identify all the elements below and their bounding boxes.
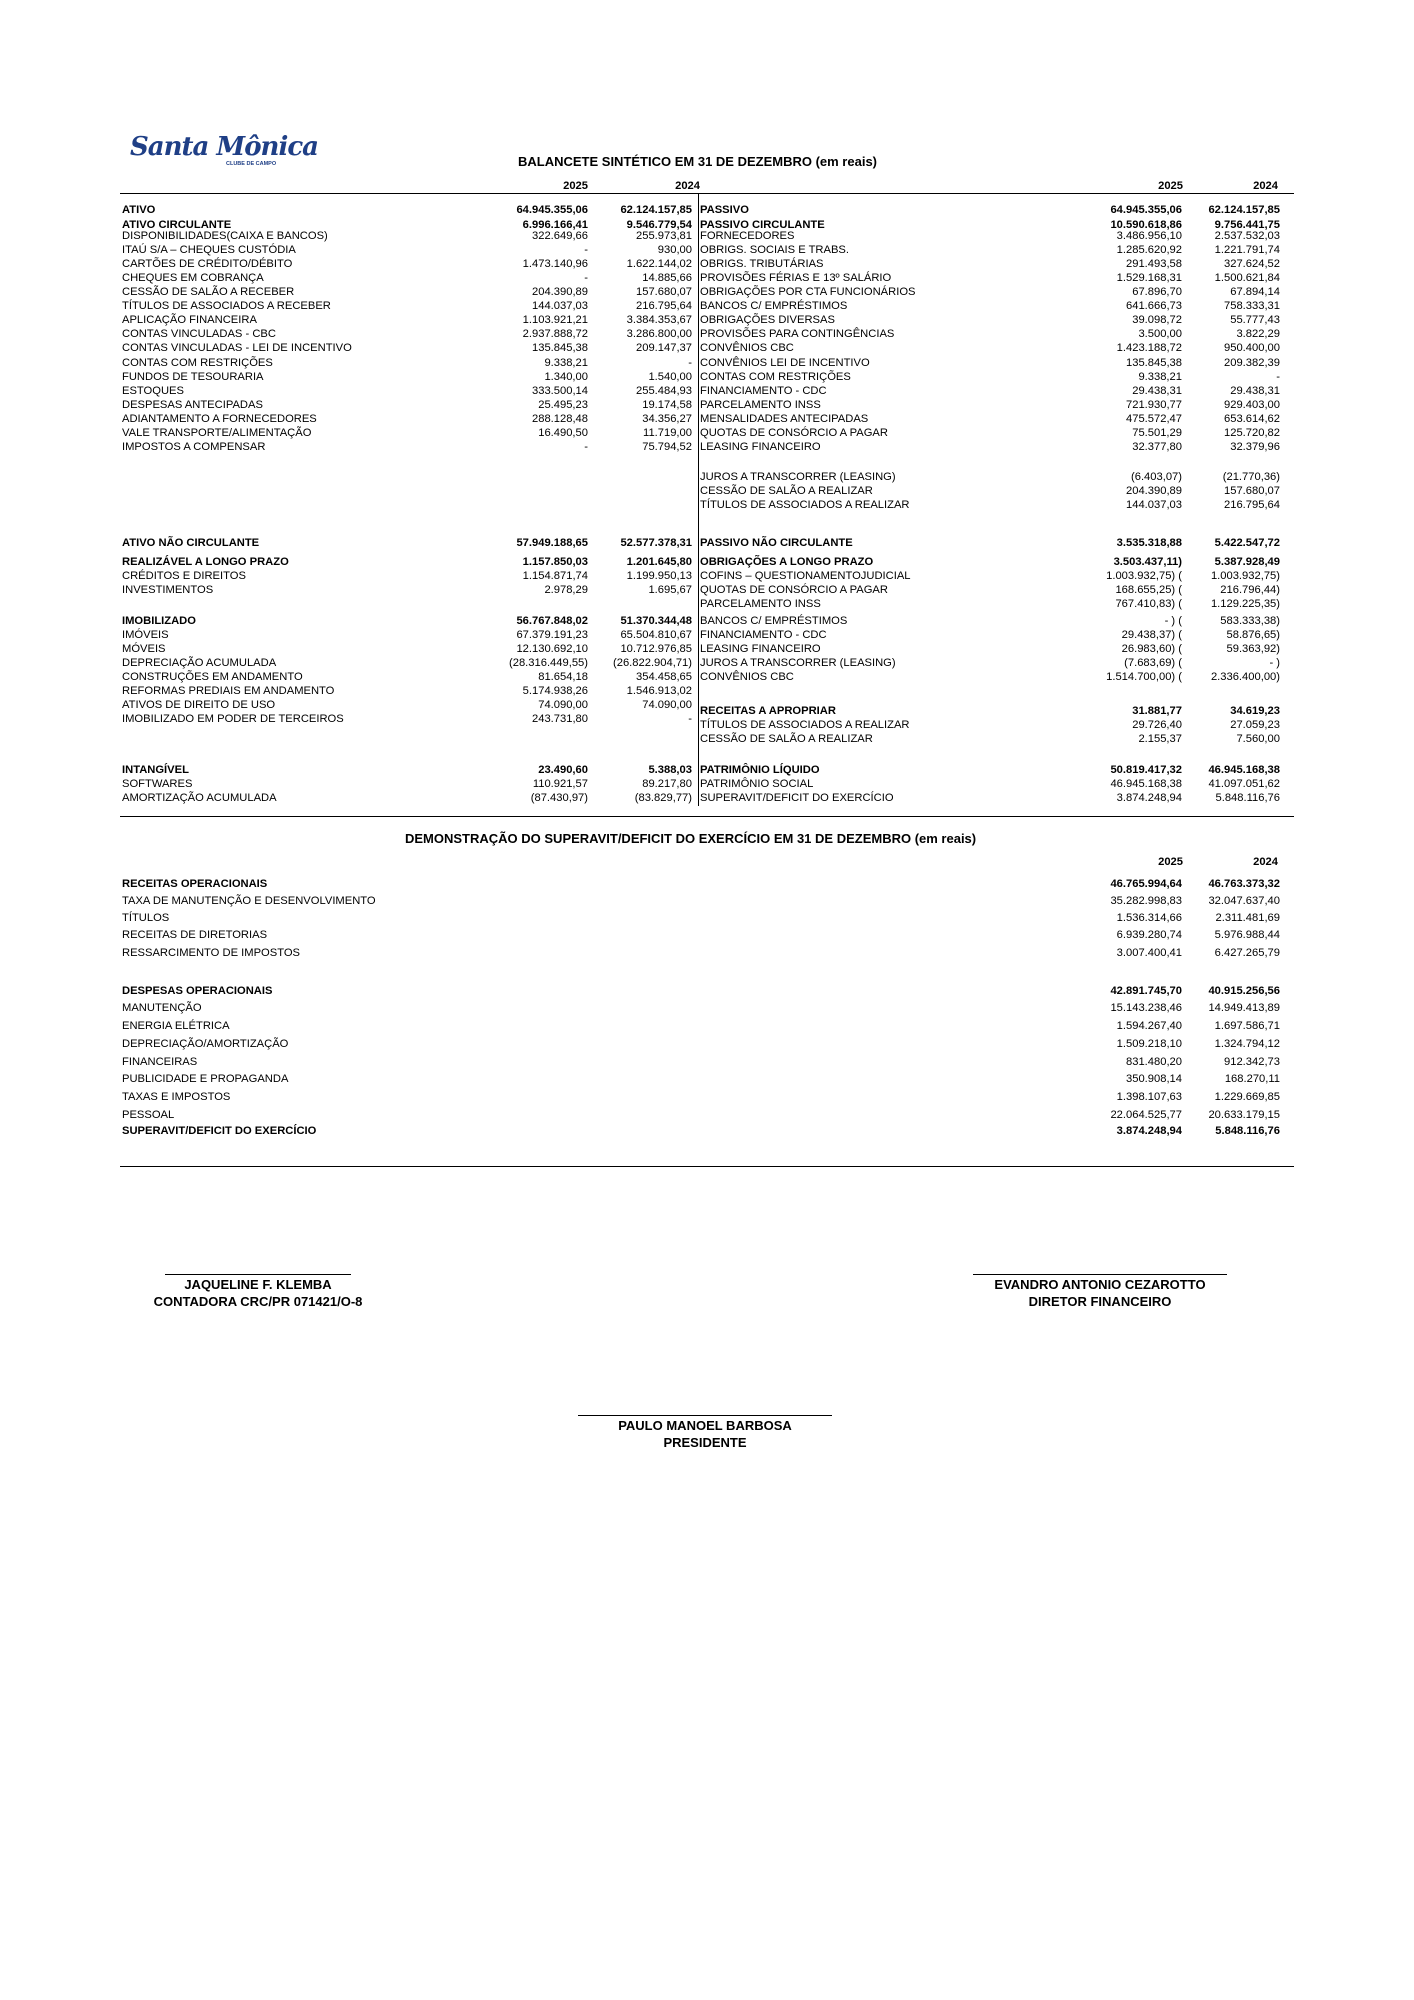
asset-value-2024: 157.680,07 (636, 286, 692, 298)
asset-value-2025: 56.767.848,02 (516, 615, 588, 627)
liability-value-2024: 55.777,43 (1230, 314, 1280, 326)
dre-label: DEPRECIAÇÃO/AMORTIZAÇÃO (122, 1038, 289, 1050)
liability-value-2024: 59.363,92) (1226, 643, 1280, 655)
liability-label: QUOTAS DE CONSÓRCIO A PAGAR (700, 584, 888, 596)
liability-label: OBRIGAÇÕES A LONGO PRAZO (700, 556, 874, 568)
liability-label: OBRIGAÇÕES POR CTA FUNCIONÁRIOS (700, 286, 916, 298)
dre-value-2024: 5.976.988,44 (1214, 929, 1280, 941)
dre-value-2024: 40.915.256,56 (1208, 985, 1280, 997)
liability-value-2025: 135.845,38 (1126, 357, 1182, 369)
liability-value-2024: 62.124.157,85 (1208, 204, 1280, 216)
asset-label: DESPESAS ANTECIPADAS (122, 399, 263, 411)
asset-value-2025: 322.649,66 (532, 230, 588, 242)
asset-label: CRÉDITOS E DIREITOS (122, 570, 246, 582)
dre-value-2024: 1.697.586,71 (1214, 1020, 1280, 1032)
balance-title: BALANCETE SINTÉTICO EM 31 DE DEZEMBRO (em reais) (518, 154, 877, 169)
asset-value-2025: 23.490,60 (538, 764, 588, 776)
dre-label: RECEITAS OPERACIONAIS (122, 878, 268, 890)
dre-value-2024: 14.949.413,89 (1208, 1002, 1280, 1014)
asset-label: DEPRECIAÇÃO ACUMULADA (122, 657, 277, 669)
liability-value-2025: 64.945.355,06 (1110, 204, 1182, 216)
asset-label: IMÓVEIS (122, 629, 169, 641)
asset-label: CONSTRUÇÕES EM ANDAMENTO (122, 671, 303, 683)
president-signature (565, 1417, 845, 1451)
asset-value-2024: 1.622.144,02 (626, 258, 692, 270)
liability-value-2024: 5.387.928,49 (1214, 556, 1280, 568)
liability-value-2024: 2.336.400,00) (1210, 671, 1280, 683)
liability-value-2025: 1.529.168,31 (1116, 272, 1182, 284)
asset-value-2024: 5.388,03 (648, 764, 692, 776)
asset-value-2025: 110.921,57 (532, 778, 588, 790)
asset-value-2024: 65.504.810,67 (620, 629, 692, 641)
asset-value-2025: 1.473.140,96 (522, 258, 588, 270)
asset-label: ATIVO NÃO CIRCULANTE (122, 537, 260, 549)
asset-value-2025: 74.090,00 (538, 699, 588, 711)
liability-label: QUOTAS DE CONSÓRCIO A PAGAR (700, 427, 888, 439)
signature-line-accountant (165, 1274, 351, 1275)
asset-label: CONTAS VINCULADAS - CBC (122, 328, 276, 340)
asset-label: IMOBILIZADO EM PODER DE TERCEIROS (122, 713, 344, 725)
dre-label: TAXAS E IMPOSTOS (122, 1091, 231, 1103)
liability-value-2024: 653.614,62 (1224, 413, 1280, 425)
dre-value-2024: 1.229.669,85 (1214, 1091, 1280, 1103)
liability-value-2025: 291.493,58 (1126, 258, 1182, 270)
liability-value-2025: 1.423.188,72 (1116, 342, 1182, 354)
liability-value-2024: 157.680,07 (1224, 485, 1280, 497)
accountant-name: JAQUELINE F. KLEMBA (184, 1277, 332, 1292)
liability-label: PARCELAMENTO INSS (700, 399, 821, 411)
liability-label: FINANCIAMENTO - CDC (700, 629, 827, 641)
asset-value-2024: 34.356,27 (642, 413, 692, 425)
liability-label: BANCOS C/ EMPRÉSTIMOS (700, 300, 848, 312)
dre-label: DESPESAS OPERACIONAIS (122, 985, 273, 997)
asset-value-2025: 1.103.921,21 (522, 314, 588, 326)
liability-value-2025: 3.874.248,94 (1116, 792, 1182, 804)
asset-value-2024: 89.217,80 (642, 778, 692, 790)
asset-value-2025: (28.316.449,55) (509, 657, 588, 669)
svg-text:CLUBE DE CAMPO: CLUBE DE CAMPO (226, 161, 277, 167)
president-role: PRESIDENTE (663, 1435, 747, 1450)
asset-value-2024: - (688, 357, 692, 369)
liability-value-2024: - ) (1269, 657, 1280, 669)
liability-label: PASSIVO NÃO CIRCULANTE (700, 537, 853, 549)
asset-value-2024: 1.546.913,02 (626, 685, 692, 697)
liability-value-2025: 39.098,72 (1132, 314, 1182, 326)
asset-value-2024: 354.458,65 (636, 671, 692, 683)
asset-value-2024: 14.885,66 (642, 272, 692, 284)
liability-value-2024: 67.894,14 (1230, 286, 1280, 298)
dre-value-2025: 22.064.525,77 (1110, 1109, 1182, 1121)
liability-value-2024: 950.400,00 (1224, 342, 1280, 354)
dre-label: TAXA DE MANUTENÇÃO E DESENVOLVIMENTO (122, 895, 376, 907)
liability-value-2024: 5.422.547,72 (1214, 537, 1280, 549)
asset-value-2025: 2.978,29 (544, 584, 588, 596)
asset-value-2025: 144.037,03 (532, 300, 588, 312)
dre-label: ENERGIA ELÉTRICA (122, 1020, 230, 1032)
asset-value-2025: 333.500,14 (532, 385, 588, 397)
liability-label: CESSÃO DE SALÃO A REALIZAR (700, 733, 873, 745)
asset-label: VALE TRANSPORTE/ALIMENTAÇÃO (122, 427, 312, 439)
dre-value-2025: 46.765.994,64 (1110, 878, 1182, 890)
liability-value-2025: 721.930,77 (1126, 399, 1182, 411)
signature-line-president (578, 1415, 832, 1416)
dre-label: RECEITAS DE DIRETORIAS (122, 929, 268, 941)
dre-label: TÍTULOS (122, 912, 170, 924)
asset-value-2025: 25.495,23 (538, 399, 588, 411)
asset-label: AMORTIZAÇÃO ACUMULADA (122, 792, 277, 804)
liability-value-2025: 204.390,89 (1126, 485, 1182, 497)
liability-value-2025: 46.945.168,38 (1110, 778, 1182, 790)
liability-label: CONVÊNIOS CBC (700, 671, 794, 683)
liability-value-2025: 1.003.932,75) ( (1106, 570, 1182, 582)
dre-year-2024: 2024 (1253, 856, 1278, 868)
liability-value-2025: 1.285.620,92 (1116, 244, 1182, 256)
liability-value-2024: 209.382,39 (1224, 357, 1280, 369)
liability-label: CESSÃO DE SALÃO A REALIZAR (700, 485, 873, 497)
liability-label: FORNECEDORES (700, 230, 795, 242)
asset-value-2024: 75.794,52 (642, 441, 692, 453)
left-year-2025: 2025 (563, 180, 588, 192)
asset-value-2024: 62.124.157,85 (620, 204, 692, 216)
header-divider (120, 193, 1294, 194)
dre-value-2025: 6.939.280,74 (1116, 929, 1182, 941)
asset-value-2025: 204.390,89 (532, 286, 588, 298)
liability-value-2025: 32.377,80 (1132, 441, 1182, 453)
asset-value-2024: 1.199.950,13 (626, 570, 692, 582)
liability-label: PATRIMÔNIO LÍQUIDO (700, 764, 820, 776)
dre-value-2024: 5.848.116,76 (1215, 1125, 1280, 1137)
asset-value-2024: 1.201.645,80 (626, 556, 692, 568)
liability-label: MENSALIDADES ANTECIPADAS (700, 413, 869, 425)
asset-value-2025: 1.154.871,74 (522, 570, 588, 582)
asset-value-2025: 64.945.355,06 (516, 204, 588, 216)
liability-value-2025: 50.819.417,32 (1110, 764, 1182, 776)
asset-label: CONTAS COM RESTRIÇÕES (122, 357, 273, 369)
asset-value-2024: (26.822.904,71) (613, 657, 692, 669)
liability-value-2024: 216.795,64 (1224, 499, 1280, 511)
asset-value-2024: 74.090,00 (642, 699, 692, 711)
dre-value-2024: 46.763.373,32 (1208, 878, 1280, 890)
liability-value-2024: 58.876,65) (1226, 629, 1280, 641)
dre-value-2024: 912.342,73 (1224, 1056, 1280, 1068)
asset-label: REALIZÁVEL A LONGO PRAZO (122, 556, 289, 568)
liability-value-2024: - (1276, 371, 1280, 383)
asset-value-2024: 1.540,00 (648, 371, 692, 383)
dre-value-2025: 1.398.107,63 (1116, 1091, 1182, 1103)
asset-label: DISPONIBILIDADES(CAIXA E BANCOS) (122, 230, 328, 242)
liability-value-2024: 27.059,23 (1230, 719, 1280, 731)
dre-year-2025: 2025 (1158, 856, 1183, 868)
liability-value-2025: 2.155,37 (1138, 733, 1182, 745)
dre-label: SUPERAVIT/DEFICIT DO EXERCÍCIO (122, 1125, 317, 1137)
liability-label: JUROS A TRANSCORRER (LEASING) (700, 471, 896, 483)
dre-value-2025: 1.594.267,40 (1116, 1020, 1182, 1032)
dre-label: FINANCEIRAS (122, 1056, 198, 1068)
dre-value-2025: 15.143.238,46 (1110, 1002, 1182, 1014)
dre-value-2024: 32.047.637,40 (1208, 895, 1280, 907)
asset-value-2024: 3.384.353,67 (626, 314, 692, 326)
asset-label: REFORMAS PREDIAIS EM ANDAMENTO (122, 685, 335, 697)
asset-value-2024: 216.795,64 (636, 300, 692, 312)
dre-title: DEMONSTRAÇÃO DO SUPERAVIT/DEFICIT DO EXERCÍCIO EM 31 DE DEZEMBRO (em reais) (405, 831, 977, 846)
asset-label: ITAÚ S/A – CHEQUES CUSTÓDIA (122, 244, 296, 256)
asset-label: SOFTWARES (122, 778, 193, 790)
asset-label: ATIVOS DE DIREITO DE USO (122, 699, 276, 711)
asset-value-2024: 19.174,58 (642, 399, 692, 411)
accountant-signature (130, 1276, 386, 1310)
liability-label: TÍTULOS DE ASSOCIADOS A REALIZAR (700, 719, 910, 731)
dre-value-2024: 6.427.265,79 (1214, 947, 1280, 959)
liability-label: BANCOS C/ EMPRÉSTIMOS (700, 615, 848, 627)
dre-value-2025: 831.480,20 (1126, 1056, 1182, 1068)
liability-value-2024: 1.500.621,84 (1214, 272, 1280, 284)
liability-value-2025: (6.403,07) (1131, 471, 1182, 483)
asset-value-2025: 135.845,38 (532, 342, 588, 354)
liability-value-2025: 767.410,83) ( (1115, 598, 1182, 610)
liability-value-2024: 9.756.441,75 (1214, 219, 1280, 231)
dre-value-2025: 42.891.745,70 (1110, 985, 1182, 997)
left-year-2024: 2024 (675, 180, 700, 192)
dre-value-2025: 3.007.400,41 (1116, 947, 1182, 959)
liability-value-2024: 34.619,23 (1230, 705, 1280, 717)
asset-value-2024: 51.370.344,48 (620, 615, 692, 627)
asset-value-2024: 255.973,81 (636, 230, 692, 242)
asset-value-2025: 288.128,48 (532, 413, 588, 425)
finance-director-signature (960, 1276, 1240, 1310)
liability-label: CONVÊNIOS CBC (700, 342, 794, 354)
dre-bottom-divider (120, 1166, 1294, 1167)
dre-value-2024: 1.324.794,12 (1214, 1038, 1280, 1050)
asset-value-2024: 1.695,67 (648, 584, 692, 596)
asset-value-2025: 6.996.166,41 (522, 219, 588, 231)
signature-line-finance (973, 1274, 1227, 1275)
svg-text:Santa Mônica: Santa Mônica (130, 132, 319, 162)
asset-label: APLICAÇÃO FINANCEIRA (122, 314, 257, 326)
liability-label: JUROS A TRANSCORRER (LEASING) (700, 657, 896, 669)
finance-director-name: EVANDRO ANTONIO CEZAROTTO (994, 1277, 1206, 1292)
asset-value-2025: 81.654,18 (538, 671, 588, 683)
liability-value-2024: 758.333,31 (1224, 300, 1280, 312)
liability-label: PARCELAMENTO INSS (700, 598, 821, 610)
liability-label: RECEITAS A APROPRIAR (700, 705, 836, 717)
right-year-2025: 2025 (1158, 180, 1183, 192)
asset-label: INVESTIMENTOS (122, 584, 214, 596)
asset-value-2025: 57.949.188,65 (516, 537, 588, 549)
liability-value-2025: 3.535.318,88 (1116, 537, 1182, 549)
asset-value-2025: 2.937.888,72 (522, 328, 588, 340)
asset-value-2024: 930,00 (657, 244, 692, 256)
asset-label: ESTOQUES (122, 385, 184, 397)
balance-bottom-divider (120, 816, 1294, 817)
dre-value-2024: 20.633.179,15 (1208, 1109, 1280, 1121)
liability-value-2024: 29.438,31 (1230, 385, 1280, 397)
dre-value-2025: 1.509.218,10 (1116, 1038, 1182, 1050)
liability-label: OBRIGAÇÕES DIVERSAS (700, 314, 835, 326)
dre-label: MANUTENÇÃO (122, 1002, 202, 1014)
asset-value-2025: 1.157.850,03 (522, 556, 588, 568)
liability-value-2025: 31.881,77 (1132, 705, 1182, 717)
asset-label: CHEQUES EM COBRANÇA (122, 272, 264, 284)
dre-value-2025: 3.874.248,94 (1116, 1125, 1182, 1137)
liability-value-2025: 10.590.618,86 (1110, 219, 1182, 231)
asset-label: INTANGÍVEL (122, 764, 189, 776)
asset-value-2024: 52.577.378,31 (620, 537, 692, 549)
asset-label: CESSÃO DE SALÃO A RECEBER (122, 286, 295, 298)
asset-value-2025: 1.340,00 (544, 371, 588, 383)
santa-monica-logo (128, 131, 319, 167)
liability-value-2024: 216.796,44) (1220, 584, 1280, 596)
asset-value-2025: 243.731,80 (532, 713, 588, 725)
dre-label: PESSOAL (122, 1109, 175, 1121)
president-name: PAULO MANOEL BARBOSA (618, 1418, 792, 1433)
asset-value-2025: - (584, 244, 588, 256)
liability-value-2024: 32.379,96 (1230, 441, 1280, 453)
liability-value-2025: 3.503.437,11) (1113, 556, 1182, 568)
asset-value-2024: 255.484,93 (636, 385, 692, 397)
accountant-role: CONTADORA CRC/PR 071421/O-8 (153, 1294, 363, 1309)
liability-value-2025: 26.983,60) ( (1121, 643, 1182, 655)
liability-label: OBRIGS. TRIBUTÁRIAS (700, 258, 824, 270)
liability-value-2024: 1.221.791,74 (1214, 244, 1280, 256)
asset-label: ATIVO (122, 204, 156, 216)
asset-label: TÍTULOS DE ASSOCIADOS A RECEBER (122, 300, 331, 312)
liability-label: PASSIVO (700, 204, 749, 216)
liability-value-2025: - ) ( (1164, 615, 1182, 627)
asset-label: MÓVEIS (122, 643, 166, 655)
dre-value-2024: 2.311.481,69 (1215, 912, 1280, 924)
liability-value-2024: 7.560,00 (1236, 733, 1280, 745)
asset-value-2024: 10.712.976,85 (620, 643, 692, 655)
liability-value-2024: 125.720,82 (1224, 427, 1280, 439)
asset-value-2025: 5.174.938,26 (522, 685, 588, 697)
asset-label: CARTÕES DE CRÉDITO/DÉBITO (122, 258, 293, 270)
liability-value-2024: 1.129.225,35) (1210, 598, 1280, 610)
right-year-2024: 2024 (1253, 180, 1278, 192)
liability-value-2024: 3.822,29 (1236, 328, 1280, 340)
asset-value-2024: 209.147,37 (636, 342, 692, 354)
asset-label: IMPOSTOS A COMPENSAR (122, 441, 266, 453)
asset-value-2024: (83.829,77) (634, 792, 692, 804)
dre-value-2025: 35.282.998,83 (1110, 895, 1182, 907)
liability-value-2025: 168.655,25) ( (1115, 584, 1182, 596)
liability-label: LEASING FINANCEIRO (700, 643, 821, 655)
liability-value-2024: 46.945.168,38 (1208, 764, 1280, 776)
dre-label: RESSARCIMENTO DE IMPOSTOS (122, 947, 300, 959)
asset-label: ATIVO CIRCULANTE (122, 219, 232, 231)
liability-label: OBRIGS. SOCIAIS E TRABS. (700, 244, 849, 256)
asset-value-2025: 16.490,50 (538, 427, 588, 439)
asset-value-2025: - (584, 441, 588, 453)
liability-value-2025: 641.666,73 (1126, 300, 1182, 312)
liability-value-2024: (21.770,36) (1222, 471, 1280, 483)
liability-value-2025: 29.726,40 (1132, 719, 1182, 731)
liability-value-2025: (7.683,69) ( (1124, 657, 1182, 669)
dre-value-2024: 168.270,11 (1224, 1073, 1280, 1085)
liability-value-2025: 75.501,29 (1132, 427, 1182, 439)
liability-label: COFINS – QUESTIONAMENTOJUDICIAL (700, 570, 911, 582)
liability-label: TÍTULOS DE ASSOCIADOS A REALIZAR (700, 499, 910, 511)
liability-label: CONVÊNIOS LEI DE INCENTIVO (700, 357, 870, 369)
liability-value-2025: 475.572,47 (1126, 413, 1182, 425)
asset-value-2024: 9.546.779,54 (626, 219, 692, 231)
liability-value-2025: 3.486.956,10 (1116, 230, 1182, 242)
liability-value-2025: 1.514.700,00) ( (1106, 671, 1182, 683)
liability-label: CONTAS COM RESTRIÇÕES (700, 371, 851, 383)
liability-value-2025: 9.338,21 (1138, 371, 1182, 383)
liability-label: PASSIVO CIRCULANTE (700, 219, 825, 231)
liability-label: PROVISÕES FÉRIAS E 13º SALÁRIO (700, 272, 892, 284)
liability-value-2024: 327.624,52 (1224, 258, 1280, 270)
asset-value-2025: 9.338,21 (544, 357, 588, 369)
asset-value-2024: 3.286.800,00 (626, 328, 692, 340)
asset-value-2025: 12.130.692,10 (516, 643, 588, 655)
liability-label: PATRIMÔNIO SOCIAL (700, 778, 814, 790)
asset-value-2024: 11.719,00 (643, 427, 692, 439)
asset-label: CONTAS VINCULADAS - LEI DE INCENTIVO (122, 342, 352, 354)
asset-value-2025: 67.379.191,23 (516, 629, 588, 641)
liability-value-2025: 144.037,03 (1126, 499, 1182, 511)
asset-label: IMOBILIZADO (122, 615, 196, 627)
liability-value-2025: 29.438,31 (1132, 385, 1182, 397)
finance-director-role: DIRETOR FINANCEIRO (1028, 1294, 1172, 1309)
liability-value-2024: 929.403,00 (1224, 399, 1280, 411)
liability-value-2025: 67.896,70 (1132, 286, 1182, 298)
asset-value-2024: - (688, 713, 692, 725)
liability-value-2024: 1.003.932,75) (1210, 570, 1280, 582)
column-divider (698, 194, 699, 806)
asset-value-2025: - (584, 272, 588, 284)
liability-label: FINANCIAMENTO - CDC (700, 385, 827, 397)
liability-label: LEASING FINANCEIRO (700, 441, 821, 453)
liability-value-2025: 3.500,00 (1138, 328, 1182, 340)
liability-value-2024: 41.097.051,62 (1208, 778, 1280, 790)
dre-value-2025: 1.536.314,66 (1116, 912, 1182, 924)
asset-label: FUNDOS DE TESOURARIA (122, 371, 264, 383)
liability-label: PROVISÕES PARA CONTINGÊNCIAS (700, 328, 895, 340)
liability-label: SUPERAVIT/DEFICIT DO EXERCÍCIO (700, 792, 894, 804)
liability-value-2024: 583.333,38) (1220, 615, 1280, 627)
liability-value-2025: 29.438,37) ( (1121, 629, 1182, 641)
dre-value-2025: 350.908,14 (1126, 1073, 1182, 1085)
dre-label: PUBLICIDADE E PROPAGANDA (122, 1073, 289, 1085)
liability-value-2024: 5.848.116,76 (1215, 792, 1280, 804)
asset-label: ADIANTAMENTO A FORNECEDORES (122, 413, 317, 425)
liability-value-2024: 2.537.532,03 (1214, 230, 1280, 242)
asset-value-2025: (87.430,97) (530, 792, 588, 804)
